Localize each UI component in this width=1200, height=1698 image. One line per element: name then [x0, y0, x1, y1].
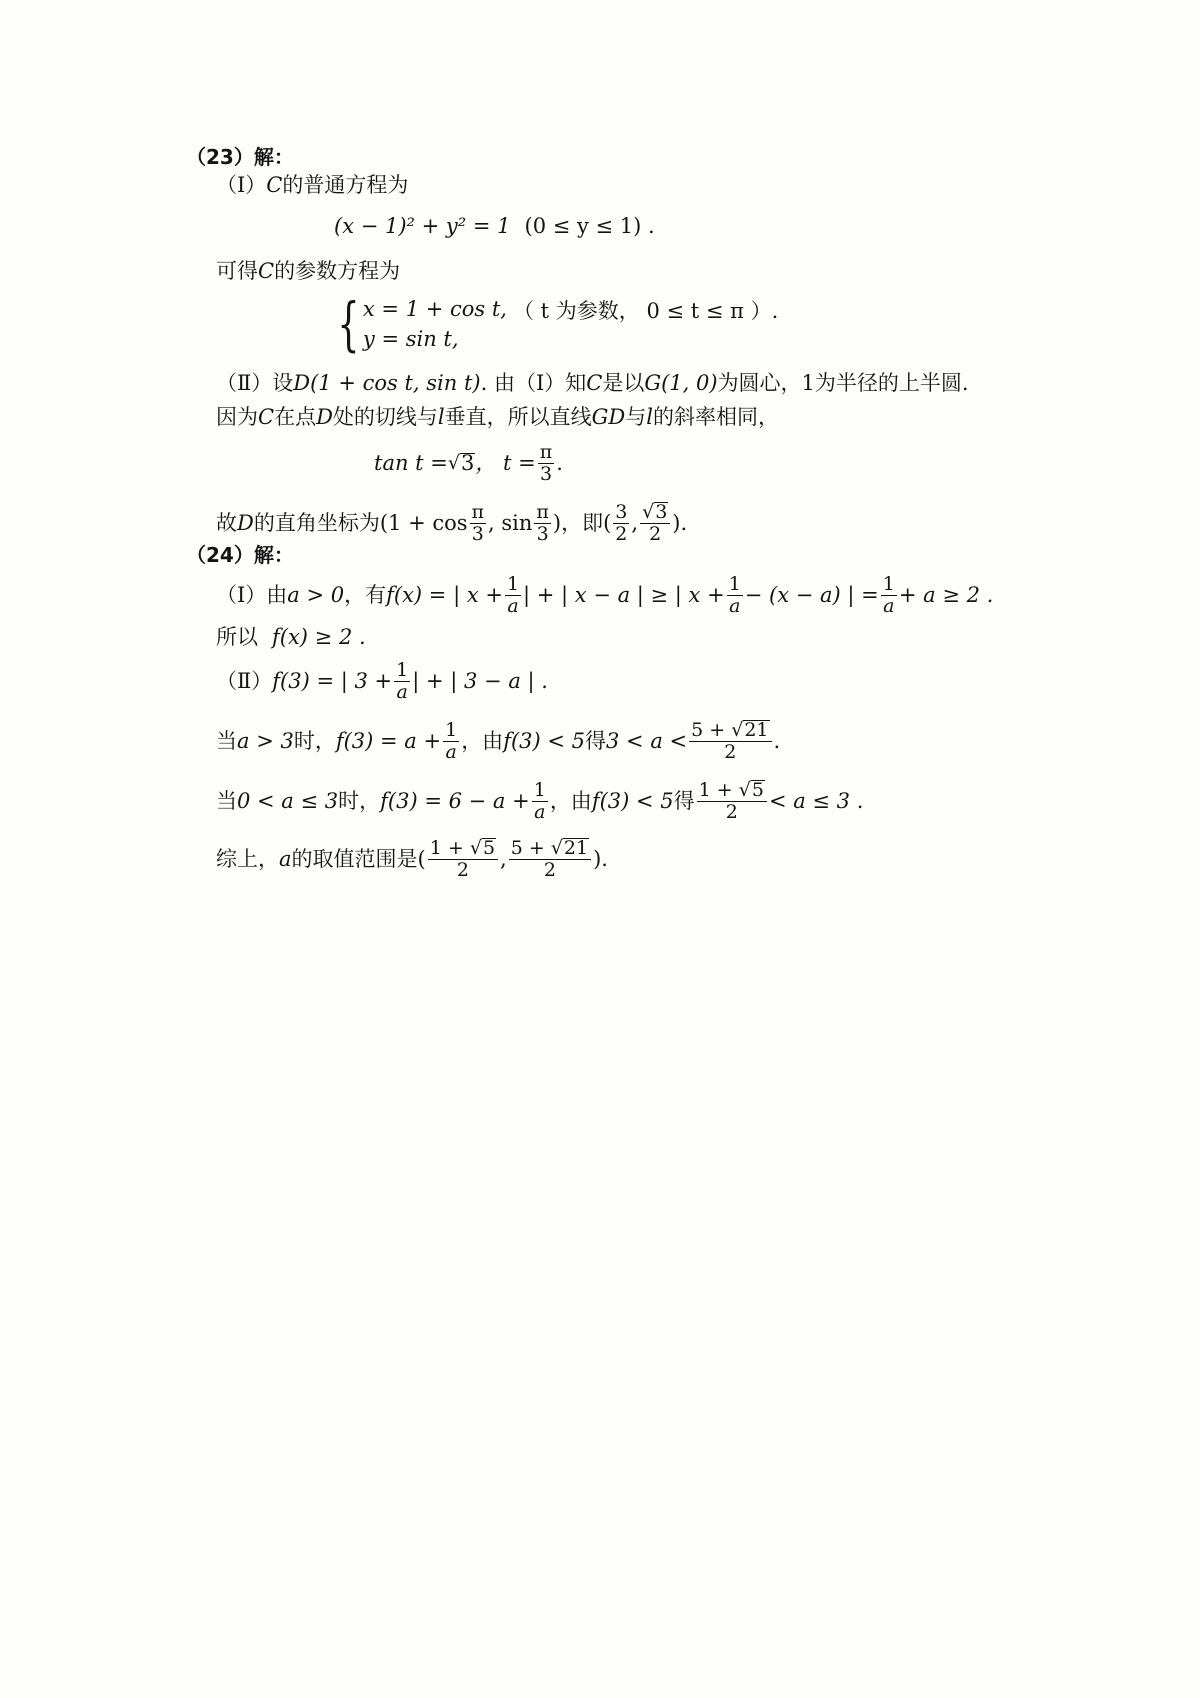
text: 与 [625, 405, 647, 429]
expr: 3 < a < [606, 729, 688, 753]
fraction-1-a [881, 574, 897, 617]
text: 所以 [216, 625, 258, 649]
denominator: 2 [725, 800, 738, 823]
brace-icon: { [337, 290, 360, 358]
sys-line-2: y = sin t, [362, 327, 459, 351]
tan-left: tan t = [374, 451, 448, 475]
section-24-heading: （24）解： [186, 543, 294, 567]
expr: f(3) = | 3 + [272, 669, 393, 693]
text: 时， [293, 729, 336, 753]
expr: − (x − a) | = [744, 583, 879, 607]
numerator: 1 + √ 5 [697, 780, 767, 802]
text: 在点 [274, 405, 317, 429]
radicand: 5 [482, 836, 496, 859]
numerator: 1 [728, 572, 741, 595]
denominator: a [507, 594, 519, 617]
s23-param-intro [216, 256, 400, 286]
var-C: C [266, 173, 283, 197]
fraction-1-a [532, 780, 548, 823]
text: 1 + [429, 836, 470, 859]
text: 得 [673, 789, 695, 813]
radicand: 21 [744, 718, 769, 741]
expr: f(3) = a + [335, 729, 442, 753]
s24-case1-line [216, 716, 780, 766]
text: 的取值范围是( [291, 847, 426, 871]
numerator: π [536, 500, 549, 523]
fraction-pi-3 [538, 442, 555, 485]
text: ，由 [461, 729, 504, 753]
s24-case2-line [216, 776, 863, 826]
radicand: 21 [563, 836, 589, 859]
period: . [773, 729, 781, 753]
text: 时， [338, 789, 381, 813]
section-23-heading: （23）解： [186, 145, 294, 169]
sys-line-1: x = 1 + cos t, [362, 297, 507, 321]
expr: f(3) < 5 [591, 789, 674, 813]
numerator: 1 [396, 658, 409, 681]
text: 当 [216, 789, 237, 813]
numerator: 5 + √ 21 [509, 838, 591, 860]
text: 的直角坐标为 [253, 511, 380, 535]
fraction-5-sqrt21-2 [689, 720, 771, 763]
numerator: π [471, 500, 485, 523]
text: 的参数方程为 [274, 259, 401, 283]
part-label: （Ⅰ） [216, 173, 267, 197]
denominator: a [534, 800, 546, 823]
fraction-5-sqrt21-2 [509, 838, 591, 881]
fraction-1-a [443, 720, 459, 763]
denominator: a [445, 740, 457, 763]
text: 得 [585, 729, 607, 753]
var-D: D [237, 511, 254, 535]
text: 垂直，所以直线 [444, 405, 592, 429]
denominator: 2 [724, 740, 737, 763]
text: 为圆心，1为半径的上半圆. [717, 371, 969, 395]
text: 是以 [602, 371, 645, 395]
fraction-3-2 [613, 502, 629, 545]
denominator: 2 [456, 858, 469, 881]
expr: f(x) = | x + [386, 583, 503, 607]
expr: | + | 3 − a | . [412, 669, 548, 693]
var-C: C [586, 371, 603, 395]
numerator: 1 [506, 572, 520, 595]
denominator: 3 [539, 462, 553, 485]
denominator: a [396, 680, 408, 703]
part-label: （Ⅰ）由 [216, 583, 288, 607]
text: 的斜率相同， [652, 405, 779, 429]
numerator: π [539, 440, 553, 463]
text: 可得 [216, 259, 258, 283]
radicand: 5 [751, 778, 764, 801]
text: ). [672, 511, 688, 535]
text: 综上， [216, 847, 279, 871]
var-l: l [646, 405, 653, 429]
system [330, 290, 507, 358]
var-D: D [316, 405, 333, 429]
denominator: 2 [615, 522, 628, 545]
s23-part2-line [216, 368, 969, 398]
point-D: D(1 + cos t, sin t) [293, 371, 481, 395]
fraction-1-a [505, 574, 521, 617]
text: 5 + [510, 836, 551, 859]
fraction-pi-3 [470, 502, 487, 545]
part-label: （Ⅱ） [216, 669, 273, 693]
part-label: （Ⅱ）设 [216, 371, 294, 395]
fraction-1-a [727, 574, 743, 617]
s24-part1-line [216, 570, 993, 620]
var-GD: GD [591, 405, 626, 429]
s23-part1-line [216, 170, 408, 200]
cond: a > 3 [237, 729, 294, 753]
cond: a > 0 [287, 583, 345, 607]
denominator: a [883, 594, 895, 617]
eq-left: (x − 1)² + y² = 1 [334, 214, 511, 238]
text: )，即( [552, 511, 612, 535]
denominator: 3 [536, 522, 549, 545]
fraction-1-sqrt5-2 [428, 838, 498, 881]
numerator: 1 [533, 778, 546, 801]
numerator: 1 [882, 572, 895, 595]
tan-equation [374, 438, 563, 488]
fraction-sqrt3-2 [640, 502, 670, 545]
numerator: 5 + √ 21 [689, 720, 771, 742]
expr: f(3) = 6 − a + [380, 789, 530, 813]
fraction-1-sqrt5-2 [697, 780, 767, 823]
text: ，由 [549, 789, 592, 813]
numerator: 1 [445, 718, 458, 741]
s24-part2-line [216, 656, 548, 706]
denominator: 2 [649, 522, 662, 545]
sys-cond: （ t 为参数， 0 ≤ t ≤ π ）. [512, 299, 779, 323]
var-a: a [279, 847, 292, 871]
text: 的普通方程为 [282, 173, 409, 197]
expr: f(3) < 5 [503, 729, 586, 753]
numerator: 1 + √ 5 [428, 838, 498, 860]
comma: , [631, 511, 639, 535]
text: 处的切线与 [332, 405, 438, 429]
var-l: l [437, 405, 445, 429]
text: 因为 [216, 405, 258, 429]
fraction-pi-3 [534, 502, 551, 545]
tan-mid: ， t = [475, 451, 536, 475]
radicand: 3 [655, 500, 668, 523]
text: 当 [216, 729, 237, 753]
equation-circle [334, 211, 655, 241]
period: . [556, 451, 563, 475]
denominator: a [729, 594, 741, 617]
text: ，有 [344, 583, 387, 607]
radicand: 3 [460, 450, 475, 475]
text: , sin [488, 511, 533, 535]
denominator: 2 [543, 858, 556, 881]
sqrt: √ 3 [447, 450, 475, 475]
denominator: 3 [471, 522, 484, 545]
comma: , [500, 847, 507, 871]
numerator: √ 3 [640, 502, 670, 524]
s24-part1-conclusion [216, 622, 366, 652]
text: . 由（Ⅰ）知 [480, 371, 587, 395]
fraction-1-a [394, 660, 410, 703]
numerator: 3 [615, 500, 628, 523]
cond: 0 < a ≤ 3 [237, 789, 339, 813]
eq-cond: (0 ≤ y ≤ 1) . [524, 214, 655, 238]
expr: < a ≤ 3 . [768, 789, 864, 813]
text: 故 [216, 511, 237, 535]
var-C: C [258, 405, 275, 429]
expr: | + | x − a | ≥ | x + [523, 583, 725, 607]
var-C: C [258, 259, 275, 283]
parametric-system [330, 290, 779, 358]
text: ). [593, 847, 608, 871]
text: 5 + [691, 718, 732, 741]
text: 1 + [698, 778, 739, 801]
expr: + a ≥ 2 . [898, 583, 994, 607]
expr: f(x) ≥ 2 . [272, 625, 366, 649]
s23-part2-line-b [216, 402, 779, 432]
point-G: G(1, 0) [644, 371, 718, 395]
text: (1 + cos [379, 511, 468, 535]
s24-summary-line [216, 834, 608, 884]
